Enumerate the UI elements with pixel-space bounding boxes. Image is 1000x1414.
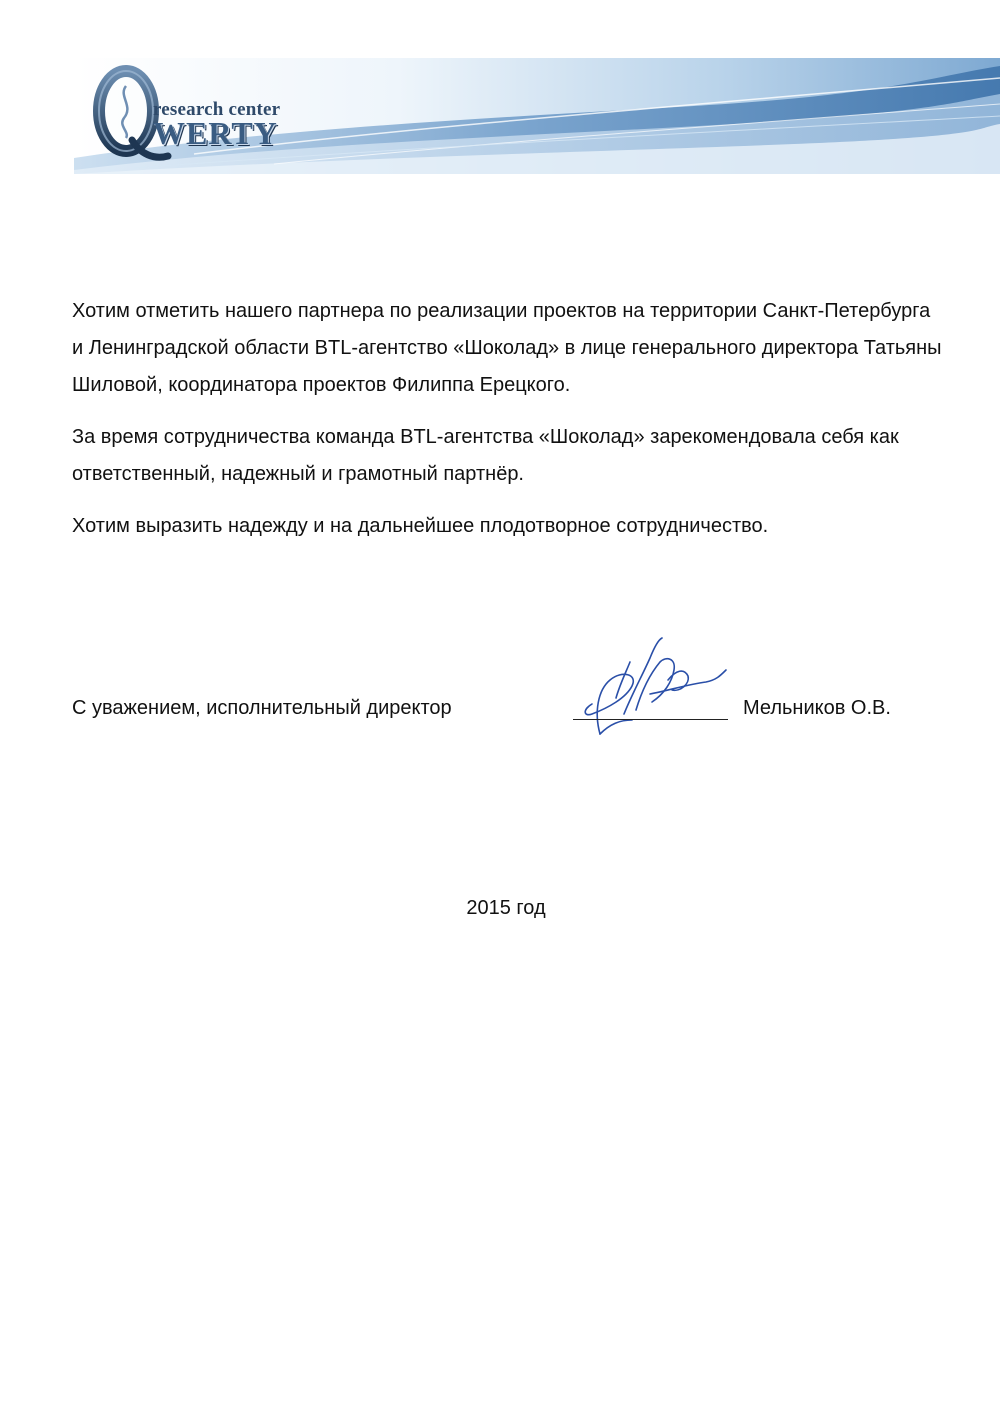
paragraph: Хотим отметить нашего партнера по реализации проектов на территории Санкт-Петербурга и Ленинградской области BTL-агентство «Шоколад» в лице генерального директора Татьяны Шиловой, координатора проектов Филиппа Ерецкого. [72,300,942,396]
letter-body [72,293,942,560]
signature-line [573,719,728,720]
signer-name: Мельников О.В. [743,697,891,719]
logo-name: WERTY [153,115,278,151]
letterhead-banner [74,58,1000,174]
paragraph: За время сотрудничества команда BTL-агентства «Шоколад» зарекомендовала себя как ответственный, надежный и грамотный партнёр. [72,426,899,485]
logo-tagline: research center [153,99,281,120]
signature-label: С уважением, исполнительный директор [72,697,452,719]
signature-row [72,693,952,733]
paragraph: Хотим выразить надежду и на дальнейшее плодотворное сотрудничество. [72,515,769,537]
letter-date: 2015 год [466,897,546,919]
